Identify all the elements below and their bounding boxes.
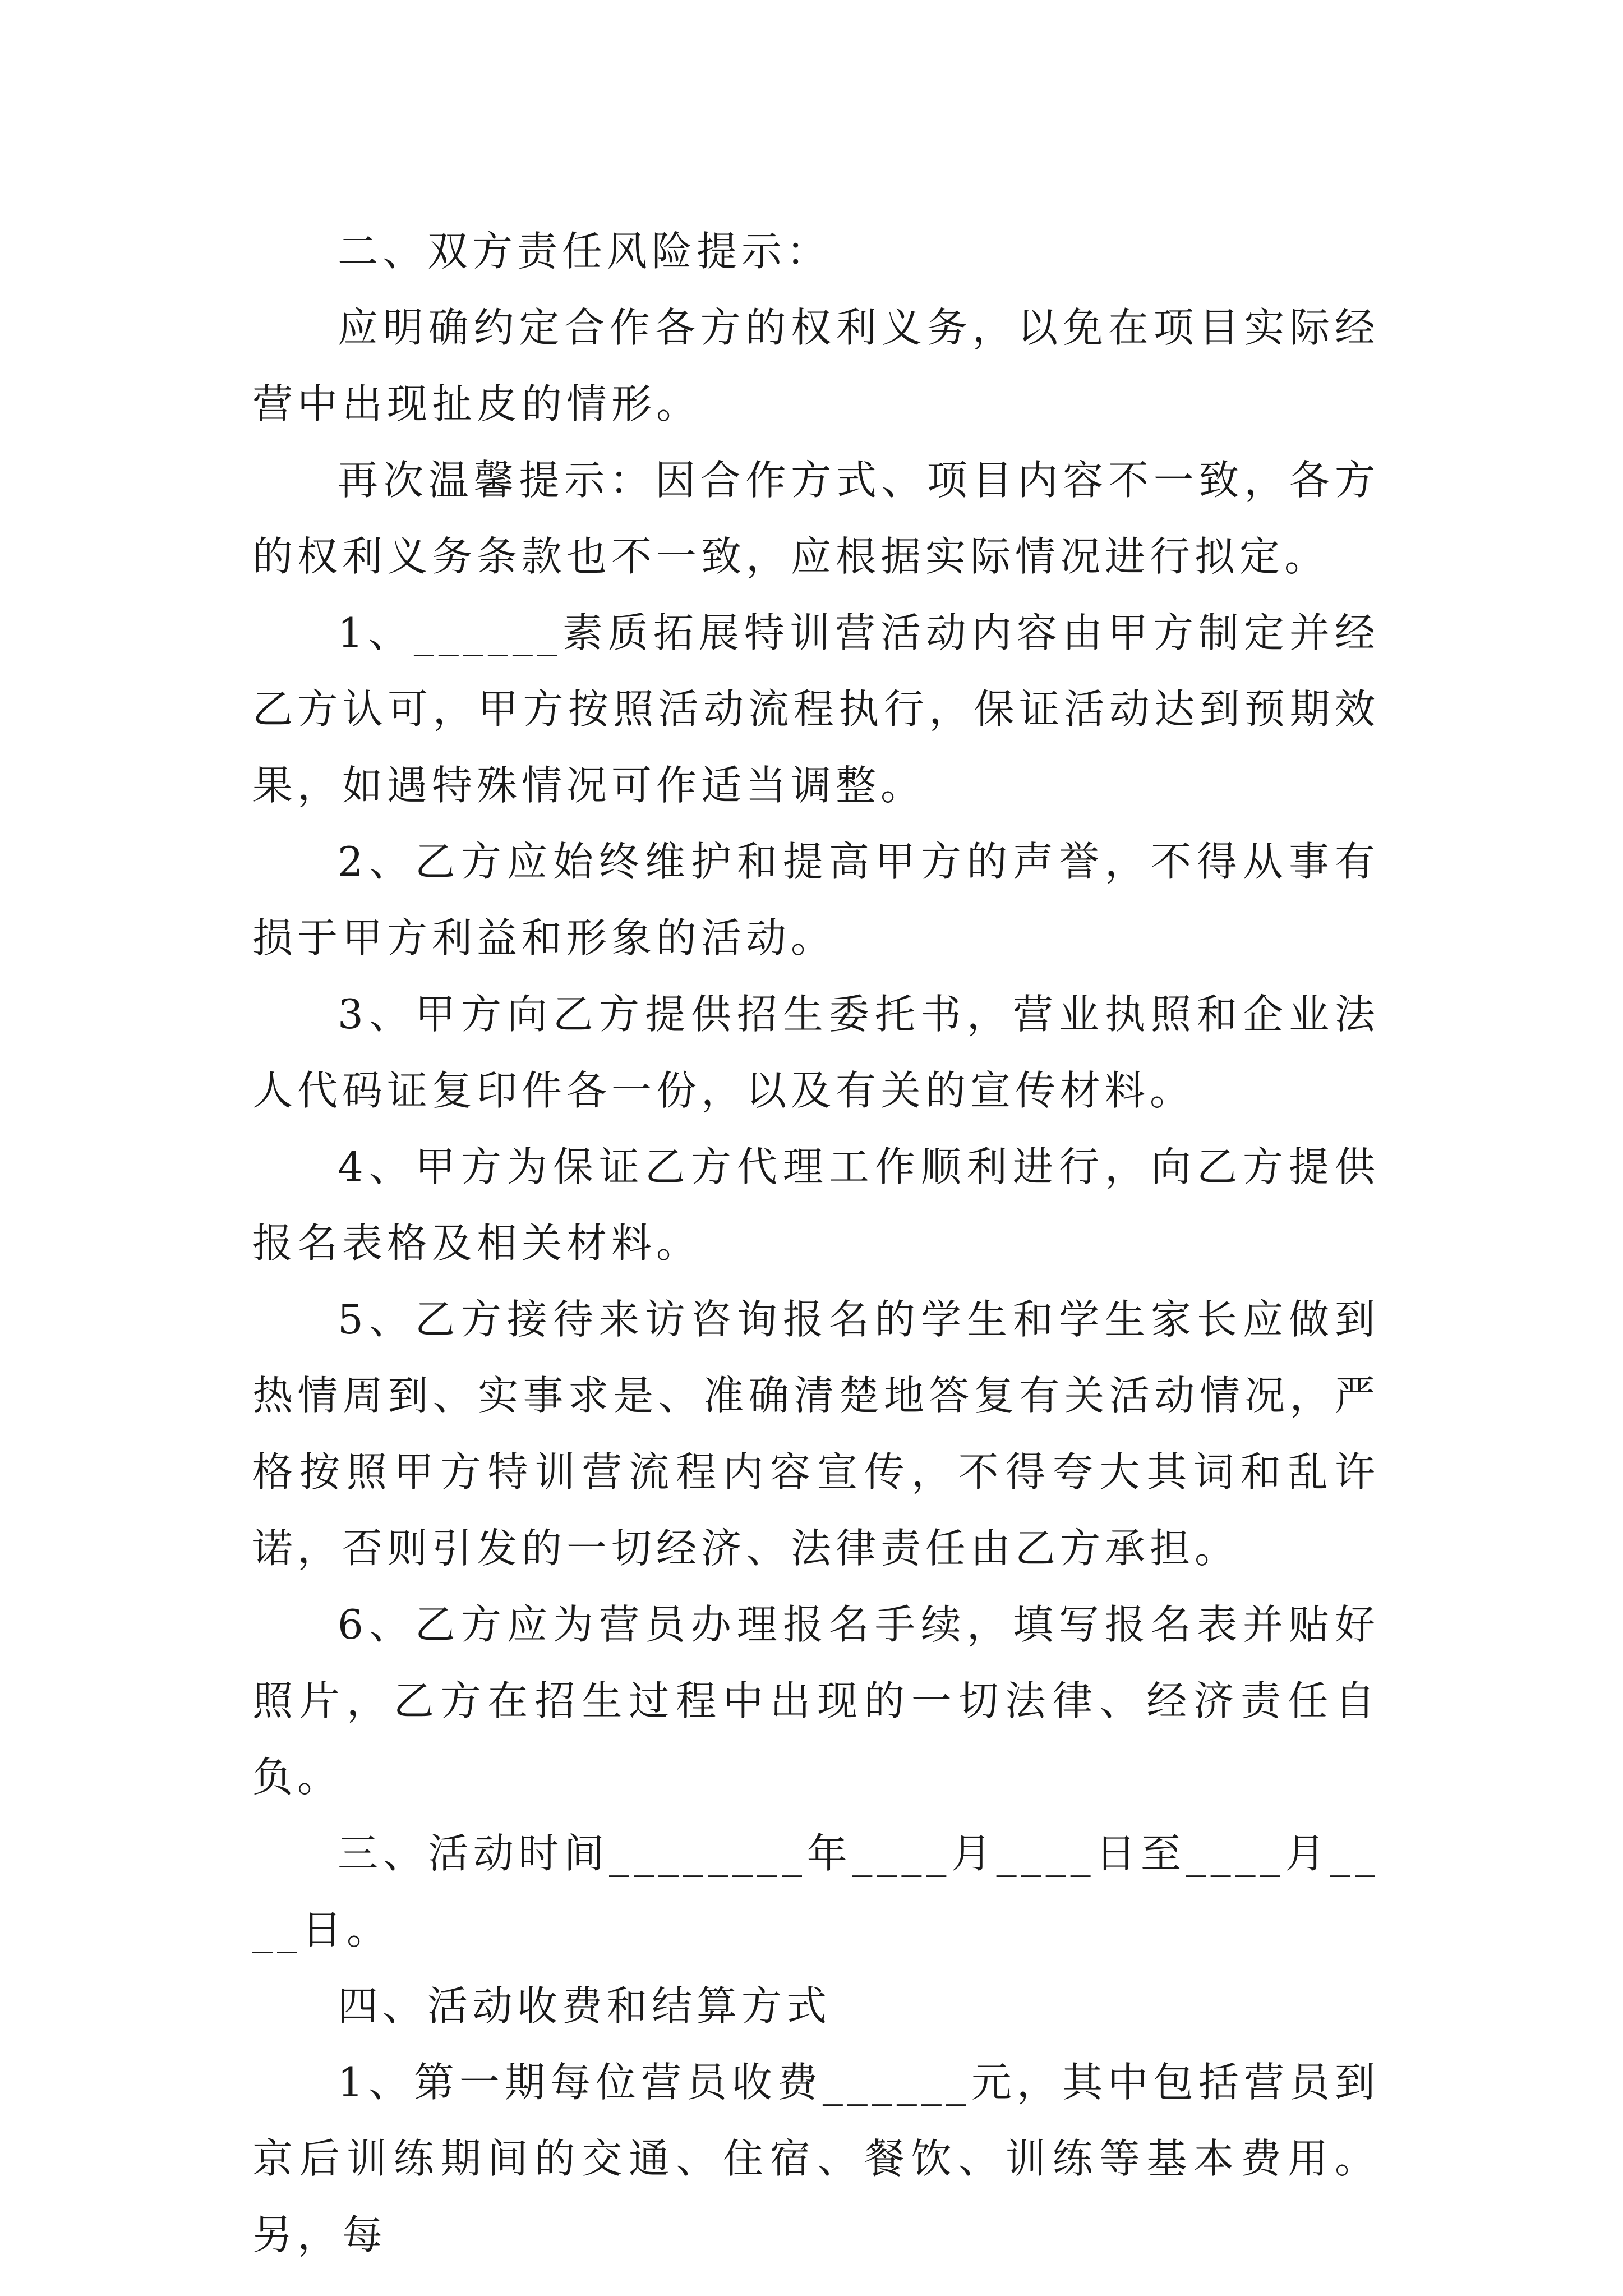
clause-4: 4、甲方为保证乙方代理工作顺利进行，向乙方提供报名表格及相关材料。 bbox=[252, 1143, 1380, 1267]
fee-clause-1: 1、第一期每位营员收费______元，其中包括营员到京后训练期间的交通、住宿、餐饮、训练等基本费用。另，每 bbox=[252, 2059, 1380, 2258]
clause-6: 6、乙方应为营员办理报名手续，填写报名表并贴好照片，乙方在招生过程中出现的一切法律、经济责任自负。 bbox=[252, 1601, 1380, 1801]
section-heading-risk-notice: 二、双方责任风险提示： bbox=[338, 228, 832, 275]
paragraph-reminder: 再次温馨提示：因合作方式、项目内容不一致，各方的权利义务条款也不一致，应根据实际情况进行拟定。 bbox=[252, 457, 1380, 580]
clause-1: 1、______素质拓展特训营活动内容由甲方制定并经乙方认可，甲方按照活动流程执行，保证活动达到预期效果，如遇特殊情况可作适当调整。 bbox=[252, 609, 1380, 809]
section-heading-fees: 四、活动收费和结算方式 bbox=[338, 1982, 832, 2030]
clause-3: 3、甲方向乙方提供招生委托书，营业执照和企业法人代码证复印件各一份，以及有关的宣传材料。 bbox=[252, 991, 1380, 1114]
document-body bbox=[252, 213, 1380, 2273]
clause-2: 2、乙方应始终维护和提高甲方的声誉，不得从事有损于甲方利益和形象的活动。 bbox=[252, 838, 1380, 961]
clause-5: 5、乙方接待来访咨询报名的学生和学生家长应做到热情周到、实事求是、准确清楚地答复有关活动情况，严格按照甲方特训营流程内容宣传，不得夸大其词和乱许诺，否则引发的一切经济、法律责任由乙方承担。 bbox=[252, 1296, 1380, 1572]
section-heading-activity-time: 三、活动时间________年____月____日至____月____日。 bbox=[252, 1830, 1380, 1953]
paragraph-rights-duties: 应明确约定合作各方的权利义务，以免在项目实际经营中出现扯皮的情形。 bbox=[252, 304, 1380, 427]
